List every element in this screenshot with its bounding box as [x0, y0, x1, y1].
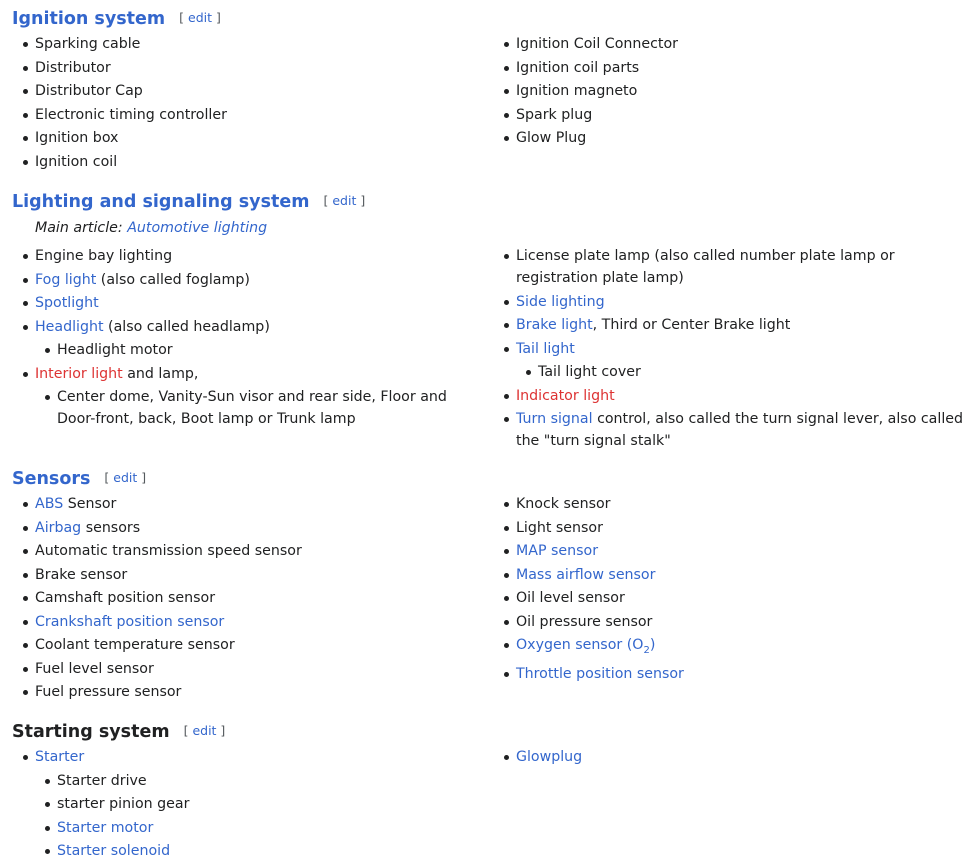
glowplug-link[interactable]: Glowplug: [516, 749, 583, 765]
list-item: Turn signal control, also called the turn signal lever, also called the "turn signal stalk": [516, 408, 966, 452]
list-item: Oxygen sensor $(O_2)$: [516, 634, 966, 662]
sensors-list-left: [35, 493, 480, 705]
lighting-list-right: [516, 245, 966, 454]
starter-solenoid-link[interactable]: Starter solenoid: [57, 843, 171, 859]
list-item: Brake sensor: [35, 564, 480, 586]
list-item: Light sensor: [516, 517, 966, 539]
list-item: Fuel pressure sensor: [35, 681, 480, 703]
list-item: Ignition magneto: [516, 80, 966, 102]
list-item: Center dome, Vanity-Sun visor and rear side, Floor and Door-front, back, Boot lamp or Trunk lamp: [57, 386, 469, 430]
list-item: Distributor Cap: [35, 80, 480, 102]
edit-link[interactable]: [ edit ]: [179, 10, 221, 25]
list-item: starter pinion gear: [57, 793, 480, 815]
section-heading: [12, 6, 221, 31]
list-item: Ignition Coil Connector: [516, 33, 966, 55]
list-item: [516, 338, 966, 360]
list-item: Headlight motor: [57, 339, 480, 361]
list-item: Coolant temperature sensor: [35, 634, 480, 656]
starting-list-right: [516, 746, 966, 770]
ignition-list-right: [516, 33, 966, 151]
starter-motor-link[interactable]: Starter motor: [57, 819, 154, 836]
brake-light-link[interactable]: Brake light: [516, 317, 593, 333]
list-item: [35, 611, 480, 633]
main-article-link[interactable]: Automotive lighting: [127, 220, 268, 236]
list-item: Tail light cover: [538, 361, 966, 383]
list-item: [516, 564, 966, 586]
side-lighting-link[interactable]: Side lighting: [516, 293, 605, 310]
list-item: [57, 840, 480, 862]
list-item: [57, 817, 480, 839]
list-item: Automatic transmission speed sensor: [35, 540, 480, 562]
map-sensor-link[interactable]: MAP sensor: [516, 543, 599, 559]
list-item: Headlight (also called headlamp): [35, 316, 480, 338]
throttle-sensor-link[interactable]: Throttle position sensor: [516, 666, 684, 683]
abs-link[interactable]: ABS: [35, 496, 64, 512]
turn-signal-link[interactable]: Turn signal: [516, 411, 593, 427]
section-title[interactable]: Lighting and signaling system: [12, 192, 310, 212]
edit-link[interactable]: [ edit ]: [183, 723, 226, 738]
headlight-link[interactable]: Headlight: [35, 318, 104, 335]
list-item: Sparking cable: [35, 33, 480, 55]
interior-light-link[interactable]: Interior light: [35, 365, 123, 382]
sensors-list-right: [516, 493, 966, 687]
edit-link[interactable]: [ edit ]: [323, 193, 366, 208]
ignition-list-left: [35, 33, 480, 174]
list-item: [516, 385, 966, 407]
section-title: Starting system: [12, 722, 170, 742]
starter-link[interactable]: Starter: [35, 749, 85, 765]
o2-link[interactable]: $O_2$: [632, 637, 650, 656]
list-item: Ignition box: [35, 127, 480, 149]
list-item: Oil level sensor: [516, 587, 966, 609]
fog-light-link[interactable]: Fog light: [35, 271, 97, 288]
section-heading: [12, 189, 365, 214]
tail-light-link[interactable]: Tail light: [516, 340, 575, 357]
list-item: Distributor: [35, 57, 480, 79]
section-title[interactable]: Ignition system: [12, 9, 166, 29]
list-item: ABS Sensor: [35, 493, 480, 515]
list-item: Spark plug: [516, 104, 966, 126]
list-item: [516, 663, 966, 685]
main-article-note: Main article: Automotive lighting: [35, 220, 268, 236]
section-heading: [12, 466, 146, 491]
section-heading: [12, 719, 225, 744]
list-item: [35, 292, 480, 314]
list-item: Knock sensor: [516, 493, 966, 515]
list-item: Electronic timing controller: [35, 104, 480, 126]
section-title[interactable]: Sensors: [12, 469, 91, 489]
list-item: Interior light and lamp,: [35, 363, 480, 385]
spotlight-link[interactable]: Spotlight: [35, 295, 99, 311]
list-item: Oil pressure sensor: [516, 611, 966, 633]
list-item: Glow Plug: [516, 127, 966, 149]
list-item: [516, 746, 966, 768]
edit-link[interactable]: [ edit ]: [104, 470, 147, 485]
oxygen-sensor-link[interactable]: Oxygen sensor: [516, 637, 623, 653]
starting-list-left: [35, 746, 480, 864]
mass-airflow-link[interactable]: Mass airflow sensor: [516, 566, 656, 583]
list-item: Fog light (also called foglamp): [35, 269, 480, 291]
crankshaft-link[interactable]: Crankshaft position sensor: [35, 613, 225, 630]
lighting-list-left: [35, 245, 480, 432]
list-item: Starter drive: [57, 770, 480, 792]
list-item: [516, 540, 966, 562]
indicator-light-link[interactable]: Indicator light: [516, 387, 615, 404]
list-item: Ignition coil parts: [516, 57, 966, 79]
list-item: [516, 291, 966, 313]
list-item: Airbag sensors: [35, 517, 480, 539]
list-item: Camshaft position sensor: [35, 587, 480, 609]
list-item: Fuel level sensor: [35, 658, 480, 680]
list-item: [35, 746, 480, 768]
list-item: Brake light, Third or Center Brake light: [516, 314, 966, 336]
airbag-link[interactable]: Airbag: [35, 519, 82, 536]
list-item: License plate lamp (also called number plate lamp or registration plate lamp): [516, 245, 966, 289]
list-item: Ignition coil: [35, 151, 480, 173]
list-item: Engine bay lighting: [35, 245, 480, 267]
